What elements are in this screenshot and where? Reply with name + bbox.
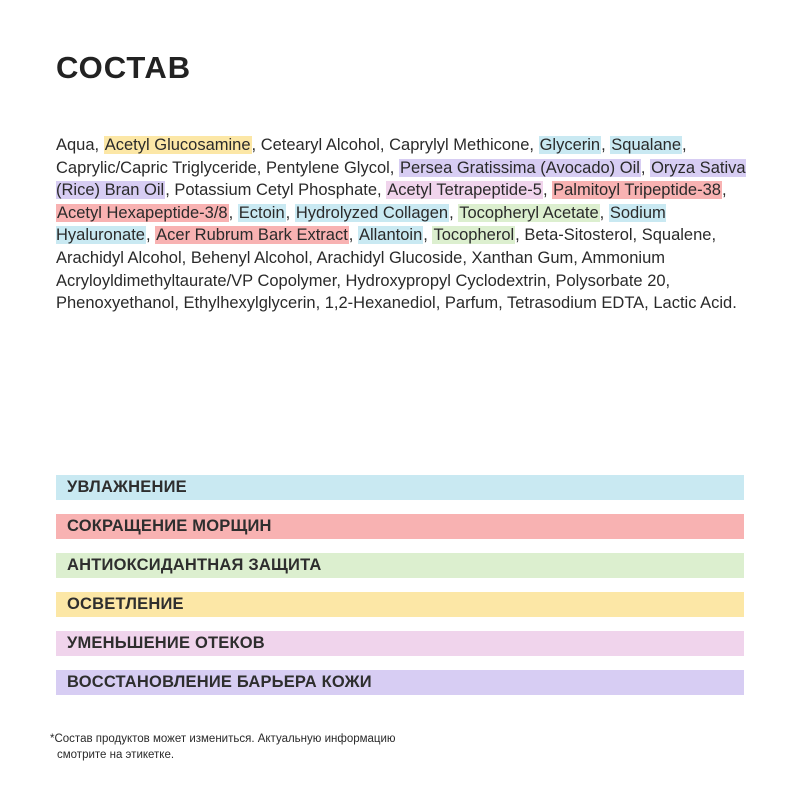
- ingredient-highlight: Acetyl Hexapeptide-3/8: [57, 203, 228, 222]
- ingredient-highlight: Palmitoyl Tripeptide-38: [553, 181, 721, 200]
- legend-bar-barrier-repair: ВОССТАНОВЛЕНИЕ БАРЬЕРА КОЖИ: [56, 670, 744, 695]
- ingredient-highlight: Oryza Sativa (Rice) Bran Oil: [56, 158, 746, 200]
- ingredient-highlight: Tocopheryl Acetate: [459, 203, 599, 222]
- legend-bar-wrinkle-reduction: СОКРАЩЕНИЕ МОРЩИН: [56, 514, 744, 539]
- ingredient-highlight: Ectoin: [238, 203, 285, 222]
- legend-bar-depuffing: УМЕНЬШЕНИЕ ОТЕКОВ: [56, 631, 744, 656]
- footnote-line-2: смотрите на этикетке.: [57, 749, 175, 761]
- ingredient-text: ,: [285, 203, 295, 222]
- ingredient-text: , Potassium Cetyl Phosphate,: [165, 181, 387, 200]
- ingredient-text: ,: [94, 136, 104, 154]
- ingredient-text: ,: [449, 203, 459, 222]
- ingredient-highlight: Persea Gratissima (Avocado) Oil: [399, 158, 640, 177]
- ingredient-highlight: Tocopherol: [433, 226, 515, 245]
- footnote: [50, 731, 396, 763]
- ingredients-list: [56, 134, 748, 315]
- ingredient-text: ,: [721, 181, 727, 200]
- ingredient-highlight: Squalane: [611, 136, 681, 154]
- ingredient-highlight: Acetyl Glucosamine: [104, 136, 251, 154]
- ingredient-text: ,: [542, 181, 553, 200]
- ingredient-highlight: Acetyl Tetrapeptide-5: [387, 181, 542, 200]
- page-title: СОСТАВ: [56, 50, 192, 85]
- legend: [56, 475, 744, 709]
- ingredient-text: ,: [423, 226, 433, 245]
- ingredient-text: ,: [228, 203, 238, 222]
- legend-bar-humidification: УВЛАЖНЕНИЕ: [56, 475, 744, 500]
- ingredient-text: , Caprylic/Capric Triglyceride, Pentylene Glycol,: [56, 136, 687, 177]
- ingredient-highlight: Allantoin: [358, 226, 423, 245]
- ingredient-text: ,: [599, 203, 609, 222]
- ingredient-text: ,: [145, 226, 156, 245]
- legend-bar-antioxidant: АНТИОКСИДАНТНАЯ ЗАЩИТА: [56, 553, 744, 578]
- ingredient-highlight: Sodium Hyaluronate: [56, 203, 666, 245]
- ingredient-highlight: Hydrolyzed Collagen: [295, 203, 449, 222]
- ingredient-text: ,: [348, 226, 358, 245]
- ingredient-highlight: Glycerin: [539, 136, 601, 154]
- legend-bar-brightening: ОСВЕТЛЕНИЕ: [56, 592, 744, 617]
- ingredient-text: ,: [640, 158, 651, 177]
- ingredient-text: Aqua: [56, 136, 95, 154]
- ingredient-highlight: Acer Rubrum Bark Extract: [156, 226, 348, 245]
- ingredient-text: , Beta-Sitosterol, Squalene, Arachidyl Alcohol, Behenyl Alcohol, Arachidyl Glucoside, Xanthan Gum, Ammonium Acryloyldimethyltaurate/VP Copolymer, Hydroxypropyl Cyclodextrin, Polysorbate 20, Phenoxyethanol, Ethylhexylglycerin, 1,2-Hexanediol, Parfum, Tetrasodium EDTA, Lactic Acid.: [56, 226, 737, 313]
- ingredient-text: ,: [601, 136, 611, 154]
- ingredient-text: , Cetearyl Alcohol, Caprylyl Methicone,: [251, 136, 539, 154]
- footnote-line-1: *Состав продуктов может измениться. Актуальную информацию: [50, 733, 396, 745]
